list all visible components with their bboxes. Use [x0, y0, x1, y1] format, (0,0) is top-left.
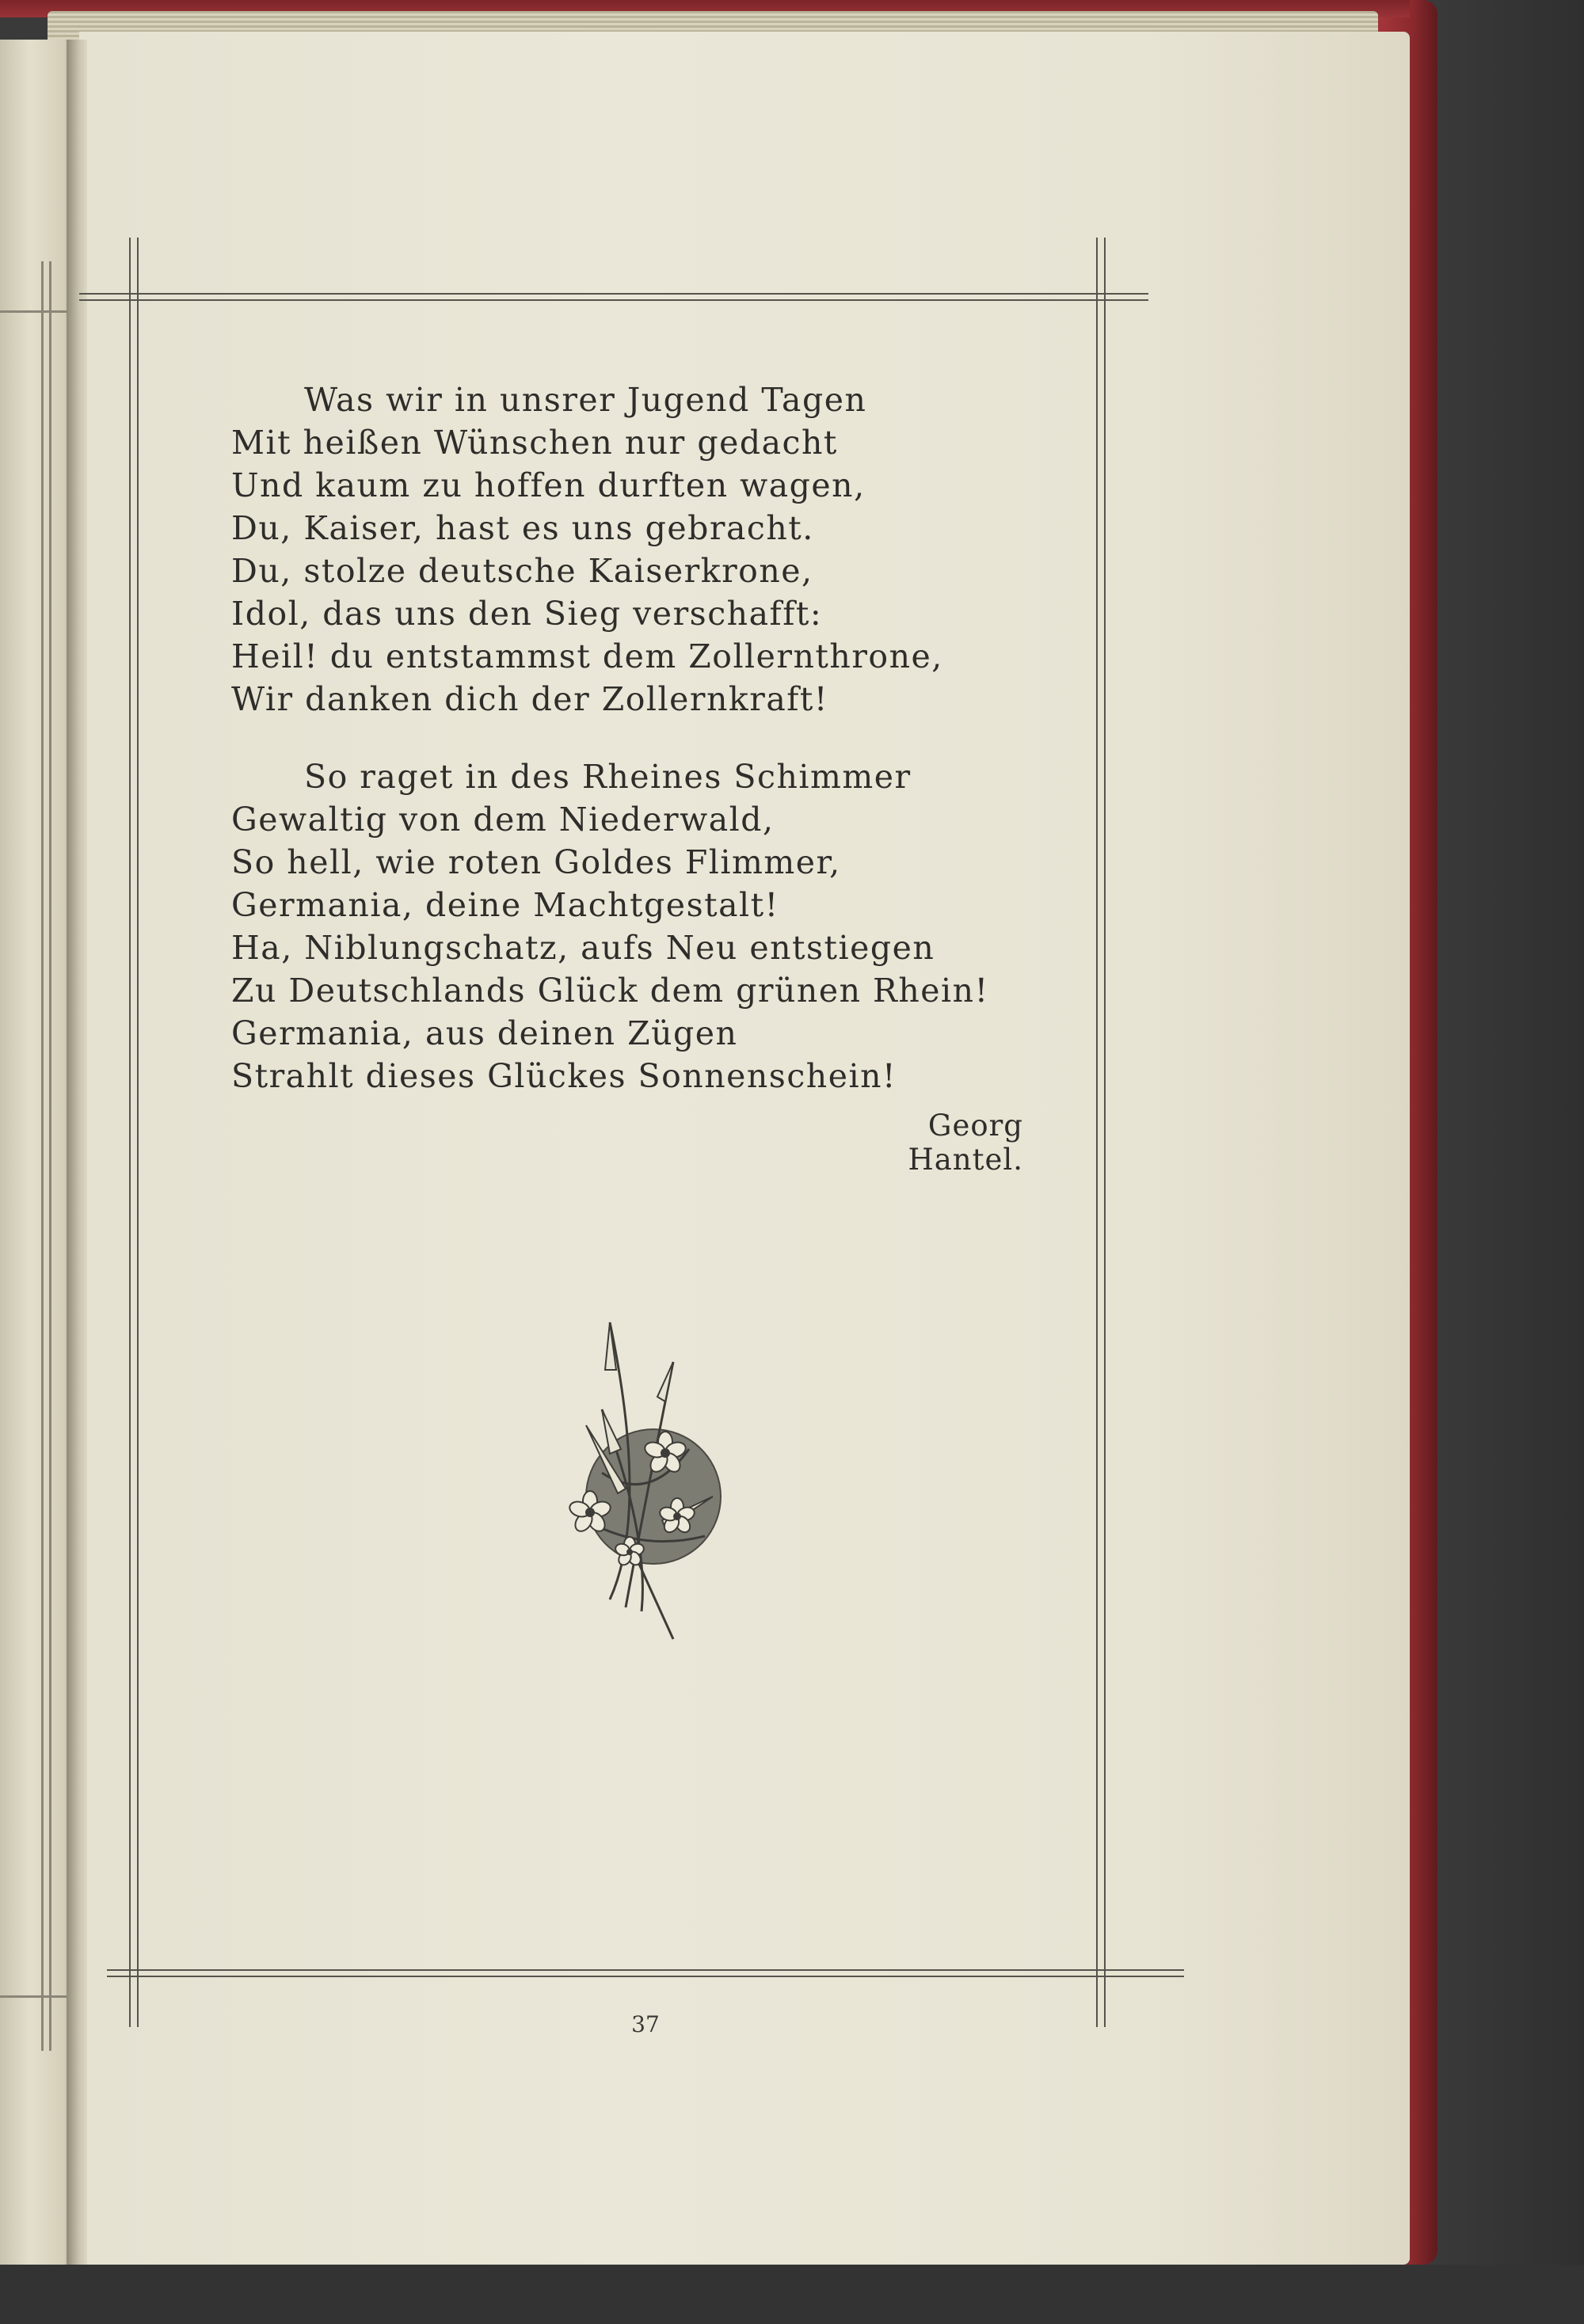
poem — [231, 378, 1102, 1132]
background-bottom — [0, 2265, 1584, 2324]
verse-line: Idol, das uns den Sieg verschafft: — [231, 595, 823, 633]
verse-line: Germania, aus deinen Zügen — [231, 1014, 738, 1052]
verse-line: Was wir in unsrer Jugend Tagen — [304, 381, 867, 419]
stanza-2 — [231, 755, 1102, 1097]
verse-line: Wir danken dich der Zollernkraft! — [231, 680, 828, 718]
frame-line-left — [137, 238, 139, 2027]
frame-line-bottom — [107, 1969, 1184, 1971]
frame-line-bottom — [107, 1976, 1184, 1977]
frame-line-top — [79, 299, 1148, 301]
verse-line: So hell, wie roten Goldes Flimmer, — [231, 843, 841, 881]
floral-ornament-icon — [554, 1314, 744, 1647]
book-gutter — [67, 40, 87, 2265]
frame-line-left — [129, 238, 131, 2027]
verse-line: Du, Kaiser, hast es uns gebracht. — [231, 509, 814, 547]
verse-line: Du, stolze deutsche Kaiserkrone, — [231, 552, 813, 590]
verse-line: Gewaltig von dem Niederwald, — [231, 801, 775, 839]
verse-line: Heil! du entstammst dem Zollernthrone, — [231, 637, 943, 675]
previous-page-edge — [0, 40, 75, 2265]
book-page — [79, 32, 1410, 2265]
frame-line-right — [1104, 238, 1106, 2027]
verse-line: Und kaum zu hoffen durften wagen, — [231, 466, 866, 504]
verse-line: Zu Deutschlands Glück dem grünen Rhein! — [231, 972, 989, 1010]
poem-author: Georg Hantel. — [908, 1109, 1023, 1177]
previous-page-rule — [0, 1995, 71, 1998]
verse-line: Strahlt dieses Glückes Sonnenschein! — [231, 1057, 897, 1095]
frame-line-top — [79, 293, 1148, 295]
previous-page-rule — [41, 261, 44, 2051]
verse-line: Germania, deine Machtgestalt! — [231, 886, 779, 924]
previous-page-rule — [49, 261, 51, 2051]
verse-line: Ha, Niblungschatz, aufs Neu entstiegen — [231, 929, 935, 967]
previous-page-rule — [0, 310, 71, 313]
page-number: 37 — [631, 2011, 660, 2037]
verse-line: Mit heißen Wünschen nur gedacht — [231, 424, 838, 462]
verse-line: So raget in des Rheines Schimmer — [304, 758, 912, 796]
stanza-1 — [231, 378, 1102, 721]
